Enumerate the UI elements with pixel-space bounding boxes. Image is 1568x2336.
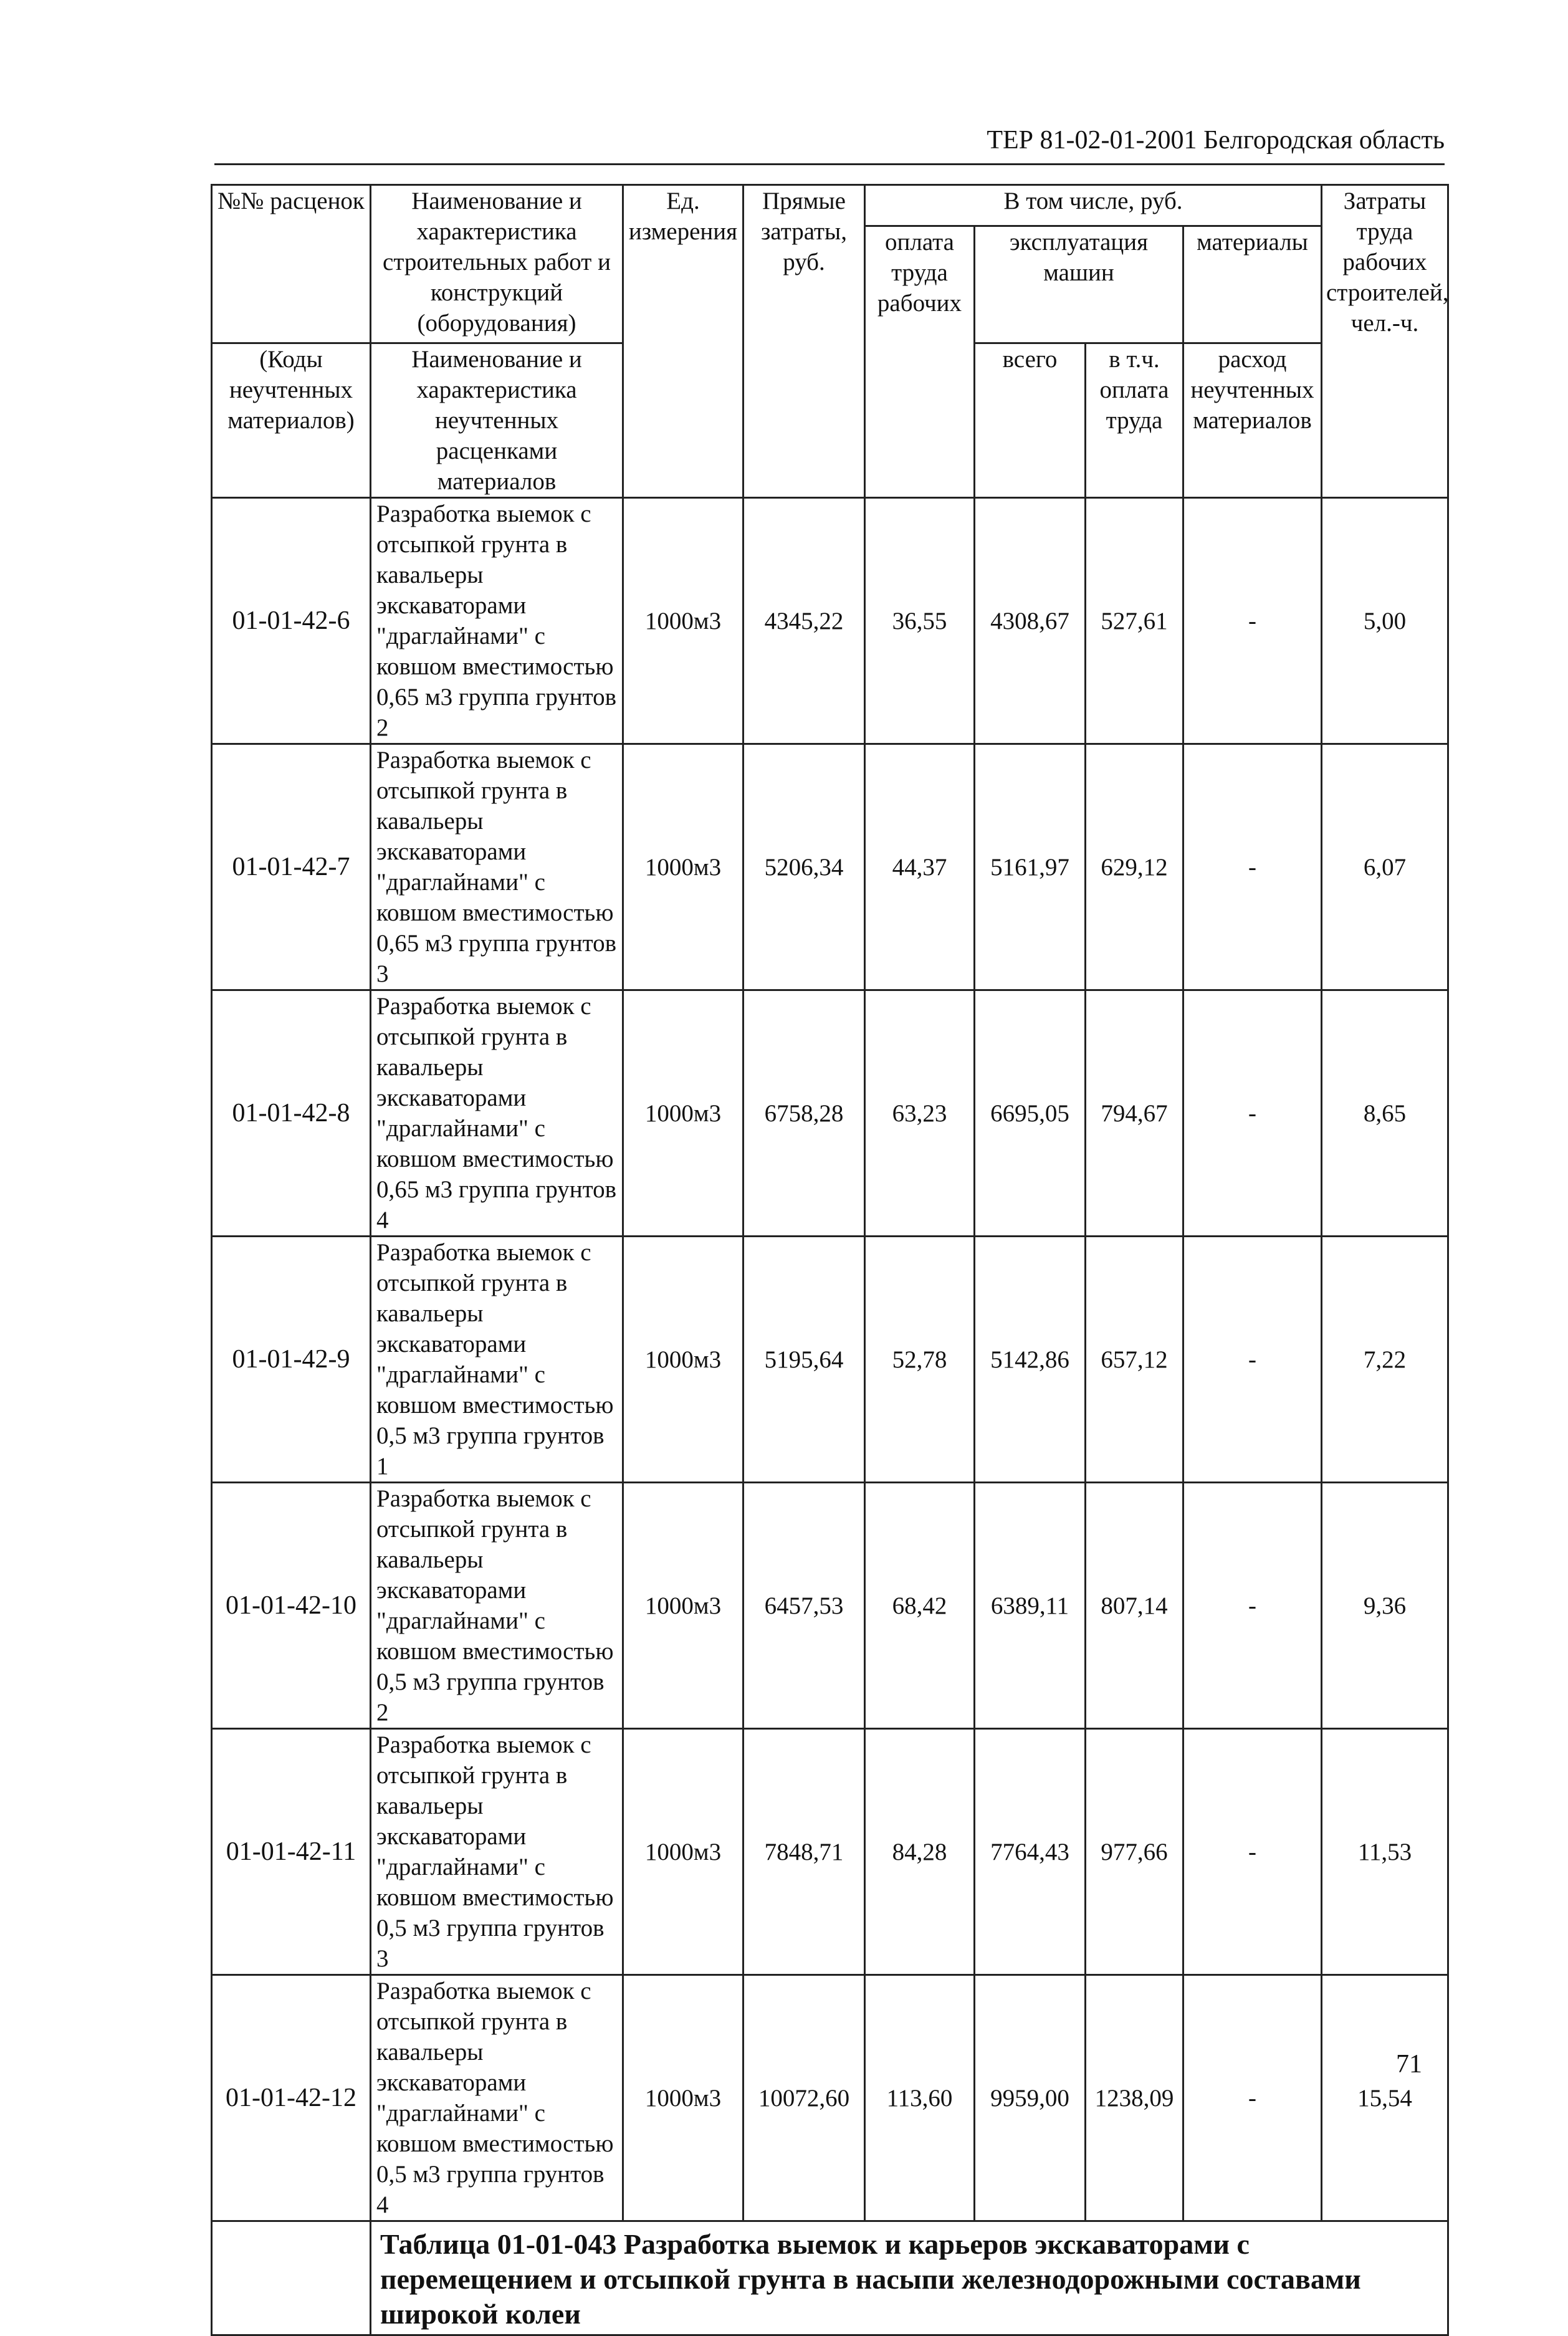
document-header: ТЕР 81-02-01-2001 Белгородская область [987,126,1445,155]
row-name: Разработка выемок с отсыпкой грунта в кавальеры экскаваторами "драглайнами" с ковшом вместимостью 0,5 м3 группа грунтов 3 [371,1729,623,1975]
row-labor: 9,36 [1322,1483,1448,1729]
header-labor: Затраты труда рабочих строителей, чел.-ч. [1322,185,1448,498]
row-name: Разработка выемок с отсыпкой грунта в кавальеры экскаваторами "драглайнами" с ковшом вместимостью 0,65 м3 группа грунтов 3 [371,744,623,990]
row-machines-wage: 629,12 [1086,744,1183,990]
row-machines-wage: 794,67 [1086,990,1183,1237]
row-code: 01-01-42-8 [212,990,371,1237]
table-row [212,498,1448,744]
header-code: №№ расценок [212,185,371,343]
table-row [212,1237,1448,1483]
row-wage: 44,37 [865,744,975,990]
row-wage: 63,23 [865,990,975,1237]
row-labor: 6,07 [1322,744,1448,990]
row-labor: 7,22 [1322,1237,1448,1483]
row-direct: 4345,22 [743,498,865,744]
header-unit: Ед. измерения [623,185,743,498]
row-unit: 1000м3 [623,990,743,1237]
row-direct: 10072,60 [743,1975,865,2221]
row-code: 01-01-42-12 [212,1975,371,2221]
row-machines-total: 7764,43 [975,1729,1086,1975]
header-direct-costs: Прямые затраты, руб. [743,185,865,498]
row-materials: - [1183,1975,1322,2221]
row-wage: 113,60 [865,1975,975,2221]
row-machines-total: 9959,00 [975,1975,1086,2221]
header-name: Наименование и характеристика строительных работ и конструкций (оборудования) [371,185,623,343]
row-code: 01-01-42-7 [212,744,371,990]
header-materials-alt: расход неучтенных материалов [1183,343,1322,498]
row-machines-wage: 1238,09 [1086,1975,1183,2221]
caption-spacer [212,2221,371,2335]
row-unit: 1000м3 [623,1483,743,1729]
header-code-alt: (Коды неучтенных материалов) [212,343,371,498]
row-code: 01-01-42-6 [212,498,371,744]
table-row [212,1729,1448,1975]
row-code: 01-01-42-11 [212,1729,371,1975]
row-direct: 5195,64 [743,1237,865,1483]
row-unit: 1000м3 [623,498,743,744]
row-labor: 15,54 [1322,1975,1448,2221]
page-number: 71 [1396,2050,1422,2079]
row-labor: 5,00 [1322,498,1448,744]
table-header-row [212,185,1448,226]
header-rule [214,163,1445,165]
row-name: Разработка выемок с отсыпкой грунта в кавальеры экскаваторами "драглайнами" с ковшом вместимостью 0,65 м3 группа грунтов 4 [371,990,623,1237]
header-including: В том числе, руб. [865,185,1322,226]
row-unit: 1000м3 [623,1237,743,1483]
row-labor: 11,53 [1322,1729,1448,1975]
header-name-alt: Наименование и характеристика неучтенных расценками материалов [371,343,623,498]
row-name: Разработка выемок с отсыпкой грунта в кавальеры экскаваторами "драглайнами" с ковшом вместимостью 0,5 м3 группа грунтов 1 [371,1237,623,1483]
row-wage: 36,55 [865,498,975,744]
row-wage: 68,42 [865,1483,975,1729]
row-direct: 6457,53 [743,1483,865,1729]
row-machines-wage: 977,66 [1086,1729,1183,1975]
row-wage: 84,28 [865,1729,975,1975]
row-machines-wage: 527,61 [1086,498,1183,744]
row-direct: 6758,28 [743,990,865,1237]
header-materials: материалы [1183,226,1322,343]
row-direct: 7848,71 [743,1729,865,1975]
row-code: 01-01-42-10 [212,1483,371,1729]
row-machines-total: 4308,67 [975,498,1086,744]
row-name: Разработка выемок с отсыпкой грунта в кавальеры экскаваторами "драглайнами" с ковшом вместимостью 0,65 м3 группа грунтов 2 [371,498,623,744]
caption-row [212,2221,1448,2335]
row-machines-wage: 807,14 [1086,1483,1183,1729]
table-row [212,1975,1448,2221]
row-wage: 52,78 [865,1237,975,1483]
row-unit: 1000м3 [623,744,743,990]
row-labor: 8,65 [1322,990,1448,1237]
table-row [212,744,1448,990]
row-machines-total: 6389,11 [975,1483,1086,1729]
header-machines-wage: в т.ч. оплата труда [1086,343,1183,498]
table-caption: Таблица 01-01-043 Разработка выемок и карьеров экскаваторами с перемещением и отсыпкой грунта в насыпи железнодорожными составами широкой колеи [371,2221,1448,2335]
header-wage: оплата труда рабочих [865,226,975,498]
row-unit: 1000м3 [623,1975,743,2221]
row-materials: - [1183,1729,1322,1975]
row-materials: - [1183,744,1322,990]
row-machines-total: 5142,86 [975,1237,1086,1483]
row-machines-total: 5161,97 [975,744,1086,990]
row-materials: - [1183,498,1322,744]
row-machines-wage: 657,12 [1086,1237,1183,1483]
row-materials: - [1183,990,1322,1237]
row-machines-total: 6695,05 [975,990,1086,1237]
rates-table [211,184,1449,2336]
row-direct: 5206,34 [743,744,865,990]
table-row [212,1483,1448,1729]
row-materials: - [1183,1483,1322,1729]
row-name: Разработка выемок с отсыпкой грунта в кавальеры экскаваторами "драглайнами" с ковшом вместимостью 0,5 м3 группа грунтов 4 [371,1975,623,2221]
table-row [212,990,1448,1237]
row-unit: 1000м3 [623,1729,743,1975]
row-materials: - [1183,1237,1322,1483]
row-name: Разработка выемок с отсыпкой грунта в кавальеры экскаваторами "драглайнами" с ковшом вместимостью 0,5 м3 группа грунтов 2 [371,1483,623,1729]
header-machines-total: всего [975,343,1086,498]
header-machines: эксплуатация машин [975,226,1183,343]
row-code: 01-01-42-9 [212,1237,371,1483]
